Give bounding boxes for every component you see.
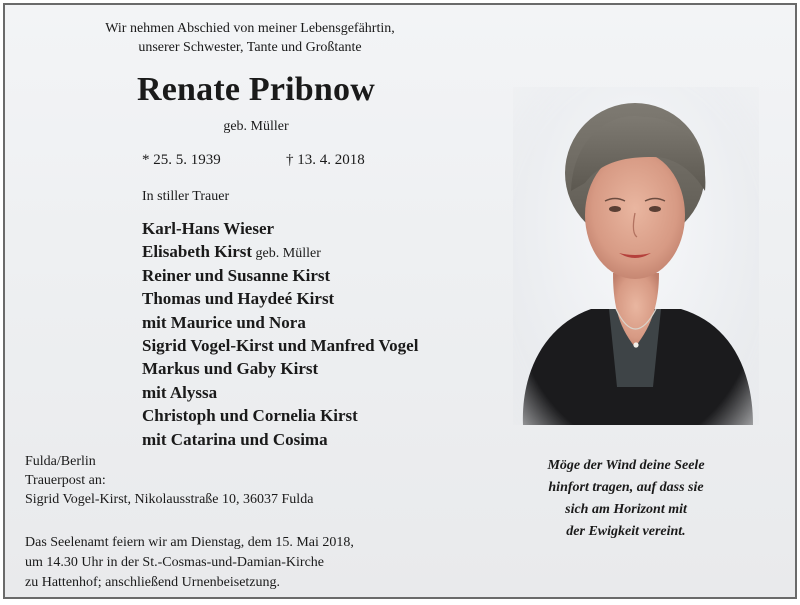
service-info (25, 533, 354, 593)
service-line-3: zu Hattenhof; anschließend Urnenbeisetzung. (25, 575, 281, 590)
mourner-item (142, 265, 418, 288)
mourner-item (142, 358, 418, 381)
mourner-item (142, 288, 418, 311)
birth-name: geb. Müller (223, 119, 289, 134)
mourner-name: Markus und Gaby Kirst (142, 359, 319, 379)
service-line-2: um 14.30 Uhr in der St.-Cosmas-und-Damian-Kirche (25, 555, 324, 570)
mourner-name: Elisabeth Kirst (142, 242, 253, 262)
mail-label: Trauerpost an: (25, 473, 106, 488)
intro-line-2: unserer Schwester, Tante und Großtante (138, 40, 362, 55)
mourner-note: geb. Müller (252, 246, 321, 262)
memorial-quote (513, 455, 739, 543)
death-date: † 13. 4. 2018 (286, 152, 365, 168)
portrait-photo (513, 87, 759, 425)
place-of-residence: Fulda/Berlin (25, 454, 96, 469)
quote-line-1: Möge der Wind deine Seele (547, 458, 705, 473)
mourner-name: mit Maurice und Nora (142, 312, 306, 332)
mourner-name: Sigrid Vogel-Kirst und Manfred Vogel (142, 336, 419, 356)
mourner-item (142, 241, 418, 264)
mourner-item (142, 429, 418, 452)
mourner-name: Reiner und Susanne Kirst (142, 265, 331, 285)
quote-line-2: hinfort tragen, auf dass sie (548, 480, 704, 495)
mail-address: Sigrid Vogel-Kirst, Nikolausstraße 10, 36037 Fulda (25, 492, 314, 507)
mourner-name: mit Catarina und Cosima (142, 429, 328, 449)
mourner-name: mit Alyssa (142, 382, 218, 402)
mourner-item (142, 405, 418, 428)
obituary-notice (3, 3, 797, 599)
intro-line-1: Wir nehmen Abschied von meiner Lebensgefährtin, (105, 21, 395, 36)
birth-date: * 25. 5. 1939 (142, 152, 221, 168)
mourner-item (142, 382, 418, 405)
quote-line-4: der Ewigkeit vereint. (566, 524, 686, 539)
mourner-name: Karl-Hans Wieser (142, 219, 275, 238)
deceased-name: Renate Pribnow (137, 71, 375, 108)
mourner-item (142, 335, 418, 358)
quote-line-3: sich am Horizont mit (565, 502, 687, 517)
mourner-item (142, 218, 418, 241)
service-line-1: Das Seelenamt feiern wir am Dienstag, dem 15. Mai 2018, (25, 535, 354, 550)
mourners-list (142, 218, 418, 452)
mourner-name: Thomas und Haydeé Kirst (142, 289, 335, 309)
portrait-illustration (513, 87, 759, 425)
mourner-item (142, 312, 418, 335)
mourning-label: In stiller Trauer (142, 189, 230, 204)
mourner-name: Christoph und Cornelia Kirst (142, 406, 358, 426)
intro-text (5, 19, 495, 57)
